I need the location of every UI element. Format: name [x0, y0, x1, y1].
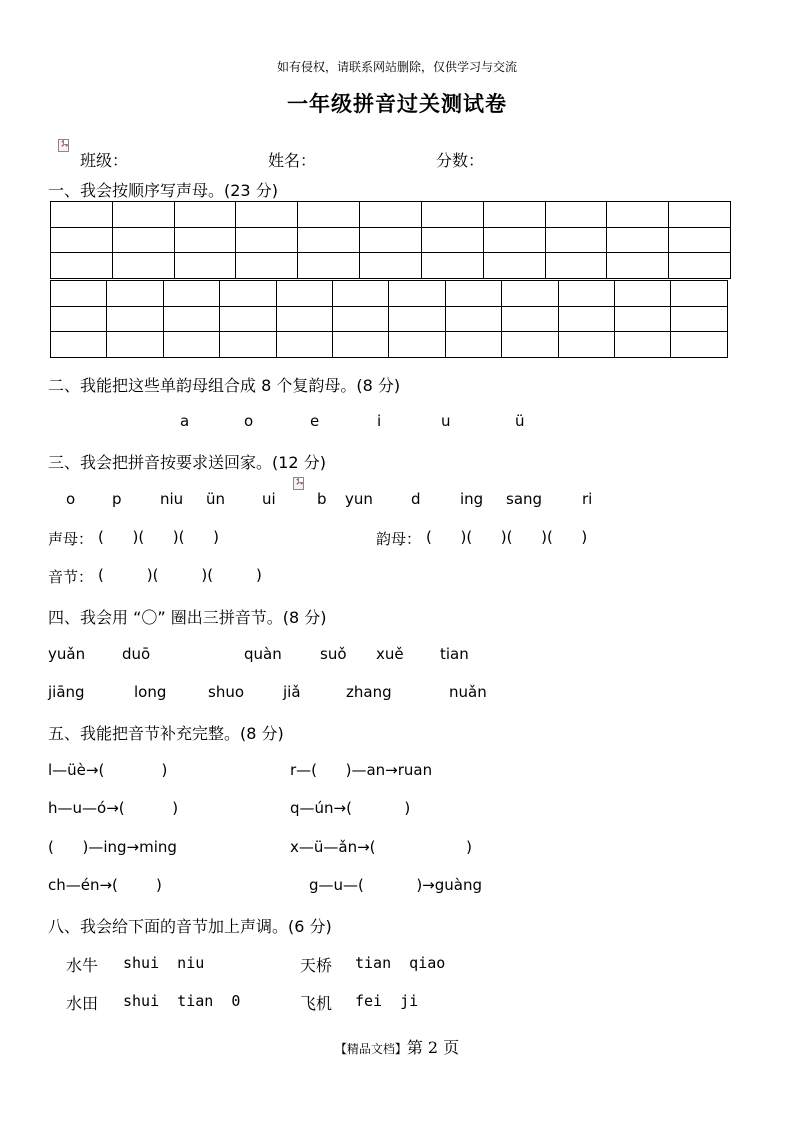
grid-cell[interactable] — [174, 227, 236, 253]
section-3-heading: 三、我会把拼音按要求送回家。(12 分) — [48, 453, 326, 472]
complete-item: q—ún→( ) — [290, 799, 411, 817]
grid-cell[interactable] — [360, 227, 422, 253]
syllable-item: xuě — [376, 645, 404, 663]
yinjie-label: 音节： — [48, 568, 94, 586]
pinyin-item: ing — [460, 490, 484, 508]
grid-cell[interactable] — [333, 306, 389, 332]
writing-grid-bottom — [50, 280, 728, 358]
grid-bottom-row — [51, 281, 728, 307]
syllable-item: jiāng — [48, 683, 85, 701]
grid-cell[interactable] — [220, 306, 276, 332]
grid-cell[interactable] — [671, 306, 728, 332]
pinyin-item: ün — [206, 490, 226, 508]
grid-cell[interactable] — [112, 202, 174, 228]
grid-cell[interactable] — [421, 227, 483, 253]
shengmu-label: 声母： — [48, 530, 94, 548]
syllable-item: suǒ — [320, 645, 347, 663]
grid-cell[interactable] — [615, 306, 671, 332]
grid-cell[interactable] — [483, 253, 545, 279]
grid-cell[interactable] — [107, 306, 163, 332]
grid-cell[interactable] — [276, 281, 332, 307]
grid-cell[interactable] — [483, 227, 545, 253]
grid-cell[interactable] — [421, 253, 483, 279]
complete-item: x—ü—ǎn→( ) — [290, 838, 472, 856]
grid-cell[interactable] — [51, 332, 107, 358]
grid-cell[interactable] — [51, 253, 113, 279]
syllable-item: zhang — [346, 683, 392, 701]
vowel-item: ü — [515, 412, 525, 430]
complete-item: g—u—( )→guàng — [309, 876, 482, 894]
grid-cell[interactable] — [51, 306, 107, 332]
grid-cell[interactable] — [236, 202, 298, 228]
tone-hanzi: 飞机 — [300, 994, 333, 1013]
class-label: 班级： — [80, 151, 129, 170]
grid-cell[interactable] — [615, 281, 671, 307]
complete-item: ( )—ing→ming — [48, 838, 177, 856]
grid-cell[interactable] — [360, 202, 422, 228]
grid-cell[interactable] — [298, 202, 360, 228]
vowel-item: i — [377, 412, 382, 430]
grid-cell[interactable] — [671, 281, 728, 307]
grid-bottom-row — [51, 332, 728, 358]
grid-cell[interactable] — [360, 253, 422, 279]
tone-pinyin: shui niu — [123, 954, 205, 972]
vowel-item: e — [310, 412, 320, 430]
grid-top-row — [51, 202, 731, 228]
grid-cell[interactable] — [669, 253, 731, 279]
syllable-item: nuǎn — [449, 683, 487, 701]
grid-cell[interactable] — [669, 202, 731, 228]
complete-item: l—üè→( ) — [48, 761, 168, 779]
pinyin-item: p — [112, 490, 122, 508]
grid-cell[interactable] — [558, 281, 614, 307]
page-title: 一年级拼音过关测试卷 — [287, 92, 507, 116]
grid-cell[interactable] — [174, 253, 236, 279]
grid-cell[interactable] — [607, 202, 669, 228]
grid-cell[interactable] — [669, 227, 731, 253]
grid-bottom-row — [51, 306, 728, 332]
grid-top-row — [51, 227, 731, 253]
pinyin-item: niu — [160, 490, 184, 508]
grid-cell[interactable] — [615, 332, 671, 358]
syllable-item: yuǎn — [48, 645, 86, 663]
writing-grid-top — [50, 201, 731, 279]
grid-cell[interactable] — [112, 253, 174, 279]
pinyin-item: b — [317, 490, 327, 508]
grid-cell[interactable] — [163, 281, 219, 307]
grid-top-row — [51, 253, 731, 279]
grid-cell[interactable] — [558, 306, 614, 332]
grid-cell[interactable] — [51, 281, 107, 307]
grid-cell[interactable] — [607, 253, 669, 279]
grid-cell[interactable] — [389, 281, 445, 307]
syllable-item: jiǎ — [283, 683, 301, 701]
vowel-item: u — [441, 412, 451, 430]
page-number: 第 2 页 — [406, 1038, 460, 1057]
grid-cell[interactable] — [421, 202, 483, 228]
grid-cell[interactable] — [445, 332, 501, 358]
broken-image-icon — [58, 139, 69, 152]
tone-pinyin: fei ji — [355, 992, 419, 1010]
section-1-heading: 一、我会按顺序写声母。(23 分) — [48, 181, 278, 200]
pinyin-item: yun — [345, 490, 373, 508]
grid-cell[interactable] — [51, 227, 113, 253]
grid-cell[interactable] — [333, 281, 389, 307]
yunmu-label: 韵母： — [376, 530, 422, 548]
section-6-heading: 八、我会给下面的音节加上声调。(6 分) — [48, 917, 332, 936]
grid-cell[interactable] — [220, 281, 276, 307]
section-5-heading: 五、我能把音节补充完整。(8 分) — [48, 724, 284, 743]
grid-cell[interactable] — [236, 227, 298, 253]
grid-cell[interactable] — [502, 332, 558, 358]
grid-cell[interactable] — [545, 227, 607, 253]
complete-item: r—( )—an→ruan — [290, 761, 433, 779]
grid-cell[interactable] — [298, 227, 360, 253]
tone-hanzi: 水田 — [66, 994, 99, 1013]
grid-cell[interactable] — [112, 227, 174, 253]
syllable-item: quàn — [244, 645, 282, 663]
yunmu-slots: ( )( )( )( ) — [426, 528, 588, 546]
grid-cell[interactable] — [483, 202, 545, 228]
grid-cell[interactable] — [220, 332, 276, 358]
vowel-item: o — [244, 412, 254, 430]
complete-item: ch—én→( ) — [48, 876, 162, 894]
tone-hanzi: 天桥 — [300, 956, 333, 975]
syllable-item: tian — [440, 645, 469, 663]
grid-cell[interactable] — [163, 332, 219, 358]
section-2-heading: 二、我能把这些单韵母组合成 8 个复韵母。(8 分) — [48, 376, 401, 395]
pinyin-item: d — [411, 490, 421, 508]
grid-cell[interactable] — [445, 306, 501, 332]
name-label: 姓名： — [268, 151, 317, 170]
footer-tag: 【精品文档】 — [334, 1042, 407, 1056]
grid-cell[interactable] — [558, 332, 614, 358]
section-4-heading: 四、我会用 “〇” 圈出三拼音节。(8 分) — [48, 608, 327, 627]
grid-cell[interactable] — [163, 306, 219, 332]
complete-item: h—u—ó→( ) — [48, 799, 179, 817]
grid-cell[interactable] — [236, 253, 298, 279]
grid-cell[interactable] — [502, 306, 558, 332]
grid-cell[interactable] — [445, 281, 501, 307]
tone-hanzi: 水牛 — [66, 956, 99, 975]
syllable-item: long — [134, 683, 167, 701]
shengmu-slots: ( )( )( ) — [98, 528, 219, 546]
grid-cell[interactable] — [51, 202, 113, 228]
pinyin-item: o — [66, 490, 76, 508]
grid-cell[interactable] — [107, 281, 163, 307]
pinyin-item: ri — [582, 490, 593, 508]
syllable-item: shuo — [208, 683, 245, 701]
grid-cell[interactable] — [545, 202, 607, 228]
grid-cell[interactable] — [502, 281, 558, 307]
grid-cell[interactable] — [107, 332, 163, 358]
grid-cell[interactable] — [298, 253, 360, 279]
pinyin-item: sang — [506, 490, 543, 508]
grid-cell[interactable] — [276, 306, 332, 332]
tone-pinyin: shui tian 0 — [123, 992, 241, 1010]
pinyin-item: ui — [262, 490, 276, 508]
broken-image-icon — [293, 477, 304, 490]
grid-cell[interactable] — [671, 332, 728, 358]
grid-cell[interactable] — [389, 306, 445, 332]
tone-pinyin: tian qiao — [355, 954, 446, 972]
syllable-item: duō — [122, 645, 151, 663]
grid-cell[interactable] — [276, 332, 332, 358]
grid-cell[interactable] — [607, 227, 669, 253]
grid-cell[interactable] — [389, 332, 445, 358]
vowel-item: a — [180, 412, 190, 430]
page-footer — [0, 1035, 794, 1058]
grid-cell[interactable] — [545, 253, 607, 279]
yinjie-slots: ( )( )( ) — [98, 566, 262, 584]
grid-cell[interactable] — [333, 332, 389, 358]
copyright-notice: 如有侵权，请联系网站删除，仅供学习与交流 — [276, 60, 517, 74]
score-label: 分数： — [436, 151, 485, 170]
grid-cell[interactable] — [174, 202, 236, 228]
